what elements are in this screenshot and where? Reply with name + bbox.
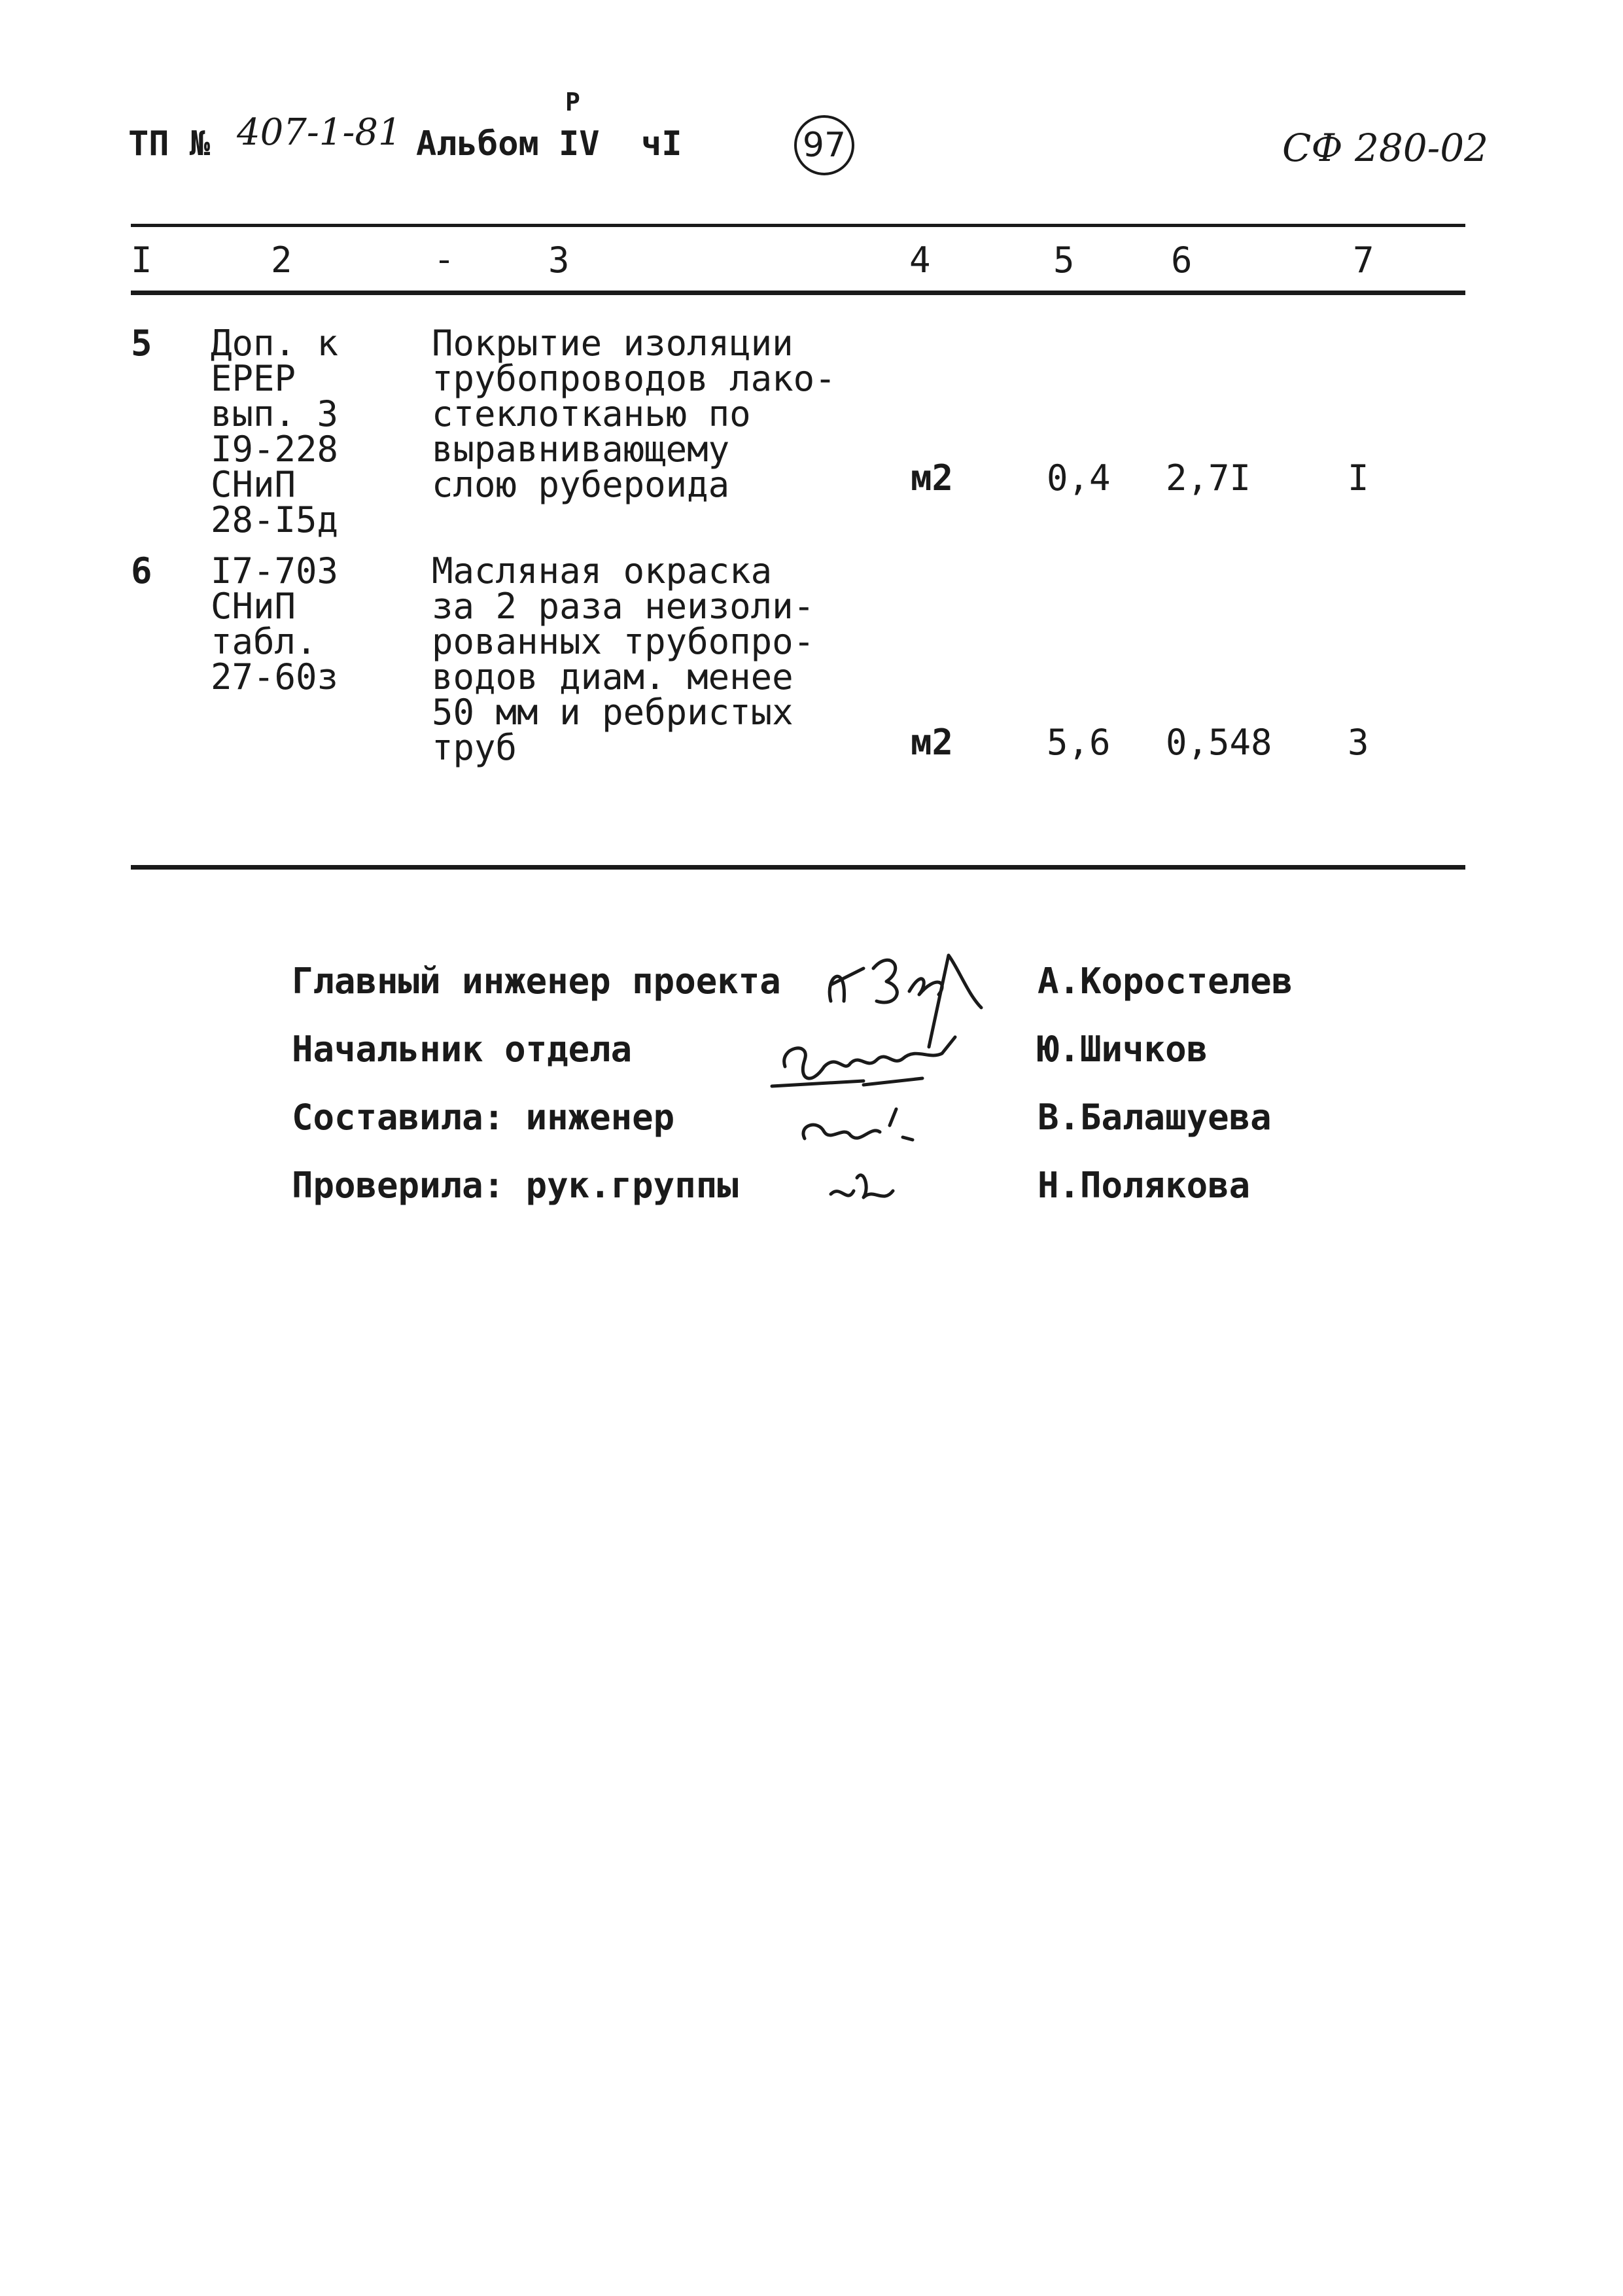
column-number: 7 [1353, 239, 1374, 281]
page-number-stamp [794, 115, 854, 175]
signature-name: В.Балашуева [1038, 1097, 1272, 1138]
reference-cell [211, 323, 339, 540]
column-dash [440, 260, 449, 263]
reference-line: 28-I5д [211, 499, 339, 540]
reference-line: СНиП [211, 464, 296, 505]
handwritten-signatures [733, 929, 1073, 1230]
table-top-rule [131, 224, 1465, 227]
quantity-cell: 0,4 [1047, 457, 1111, 499]
unit-cell: м2 [911, 457, 954, 499]
reference-line: I9-228 [211, 429, 339, 470]
row-number: 5 [131, 323, 152, 364]
reference-cell [211, 550, 339, 698]
signature-role: Главный инженер проекта [292, 961, 781, 1002]
signature-role: Проверила: рук.группы [292, 1165, 739, 1206]
row-number: 6 [131, 550, 152, 592]
reference-line: 27-60з [211, 656, 339, 698]
part-label: чI [641, 124, 682, 164]
album-label: Альбом [416, 124, 539, 164]
description-line: Масляная окраска [432, 550, 773, 592]
reference-line: вып. 3 [211, 393, 339, 434]
description-cell [432, 550, 815, 768]
unit-cell: м2 [911, 722, 954, 763]
reference-line: ЕРЕР [211, 358, 296, 399]
tp-number: 407-1-81 [237, 111, 402, 154]
signature-role: Составила: инженер [292, 1097, 675, 1138]
value-cell: 2,7I [1166, 457, 1251, 499]
column-number: 3 [548, 239, 570, 281]
description-line: слою рубероида [432, 464, 730, 505]
signature-name: Н.Полякова [1038, 1165, 1251, 1206]
reference-line: СНиП [211, 586, 296, 627]
reference-line: I7-703 [211, 550, 339, 592]
signature-scribble [803, 1109, 913, 1140]
column-number: I [131, 239, 152, 281]
description-line: рованных трубопро- [432, 621, 815, 662]
reference-line: табл. [211, 621, 317, 662]
column-number: 4 [909, 239, 931, 281]
album-mark: Р [565, 88, 580, 116]
description-line: труб [432, 727, 517, 768]
value-cell: 0,548 [1166, 722, 1272, 763]
page-number: 97 [802, 126, 846, 165]
description-line: 50 мм и ребристых [432, 692, 794, 733]
signature-name: Ю.Шичков [1038, 1029, 1208, 1070]
signature-scribble [829, 955, 981, 1047]
column-number: 5 [1053, 239, 1075, 281]
column-number: 6 [1171, 239, 1193, 281]
quantity-cell: 5,6 [1047, 722, 1111, 763]
description-line: Покрытие изоляции [432, 323, 794, 364]
document-code: СФ 280-02 [1282, 126, 1489, 170]
description-line: трубопроводов лако- [432, 358, 836, 399]
signature-role: Начальник отдела [292, 1029, 633, 1070]
signature-name: А.Коростелев [1038, 961, 1293, 1002]
reference-line: Доп. к [211, 323, 339, 364]
column7-cell: I [1348, 457, 1369, 499]
signature-scribble [831, 1175, 893, 1197]
album-number: IV [559, 124, 600, 164]
description-line: выравнивающему [432, 429, 730, 470]
description-line: водов диам. менее [432, 656, 794, 698]
tp-label: ТП № [128, 124, 211, 164]
description-cell [432, 323, 836, 505]
description-line: стеклотканью по [432, 393, 751, 434]
table-bottom-rule [131, 865, 1465, 870]
signature-scribble [772, 1037, 955, 1086]
header-bottom-rule [131, 291, 1465, 295]
column-number: 2 [271, 239, 292, 281]
description-line: за 2 раза неизоли- [432, 586, 815, 627]
column7-cell: 3 [1348, 722, 1369, 763]
